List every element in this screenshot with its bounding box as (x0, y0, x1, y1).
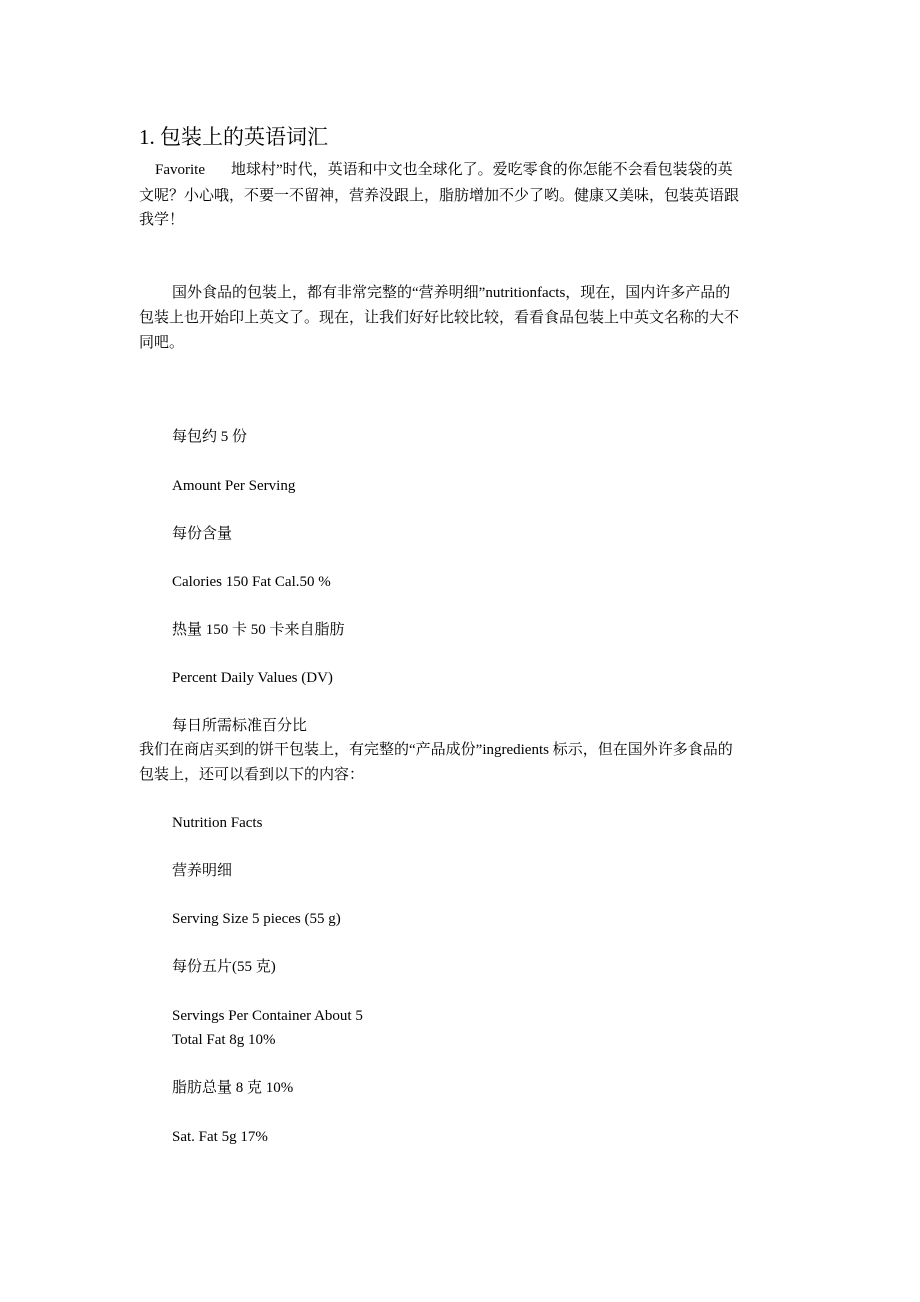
intro-line: 文呢？小心哦，不要一不留神，营养没跟上，脂肪增加不少了哟。健康又美味，包装英语跟 (139, 188, 740, 204)
paragraph-line: 我们在商店买到的饼干包装上，有完整的“产品成份”ingredients 标示，但在国外许多食品的 (139, 742, 733, 758)
list-item: 每份含量 (172, 526, 233, 542)
list-item: Sat. Fat 5g 17% (172, 1129, 268, 1145)
intro-lead: Favorite (155, 162, 205, 178)
intro-line (155, 161, 733, 179)
list-item: Calories 150 Fat Cal.50 % (172, 574, 331, 590)
section-heading: 1. 包装上的英语词汇 (139, 125, 328, 149)
paragraph-line: 包装上也开始印上英文了。现在，让我们好好比较比较，看看食品包装上中英文名称的大不 (139, 310, 740, 326)
list-item: Serving Size 5 pieces (55 g) (172, 911, 341, 927)
paragraph-line: 国外食品的包装上，都有非常完整的“营养明细”nutritionfacts，现在，国内许多产品的 (172, 285, 731, 301)
list-item: Amount Per Serving (172, 478, 296, 494)
list-item: 每份五片(55 克) (172, 959, 276, 975)
list-item: Nutrition Facts (172, 815, 263, 831)
list-item: Servings Per Container About 5 (172, 1008, 363, 1024)
list-item: 营养明细 (172, 863, 233, 879)
intro-line: 我学！ (139, 212, 185, 228)
list-item: 脂肪总量 8 克 10% (172, 1080, 294, 1096)
list-item: 每日所需标准百分比 (172, 718, 308, 734)
paragraph-line: 包装上，还可以看到以下的内容： (139, 767, 365, 783)
list-item: 热量 150 卡 50 卡来自脂肪 (172, 622, 345, 638)
list-item: 每包约 5 份 (172, 429, 248, 445)
paragraph-line: 同吧。 (139, 335, 185, 351)
list-item: Total Fat 8g 10% (172, 1032, 276, 1048)
intro-text: 地球村”时代，英语和中文也全球化了。爱吃零食的你怎能不会看包装袋的英 (231, 162, 733, 178)
list-item: Percent Daily Values (DV) (172, 670, 333, 686)
